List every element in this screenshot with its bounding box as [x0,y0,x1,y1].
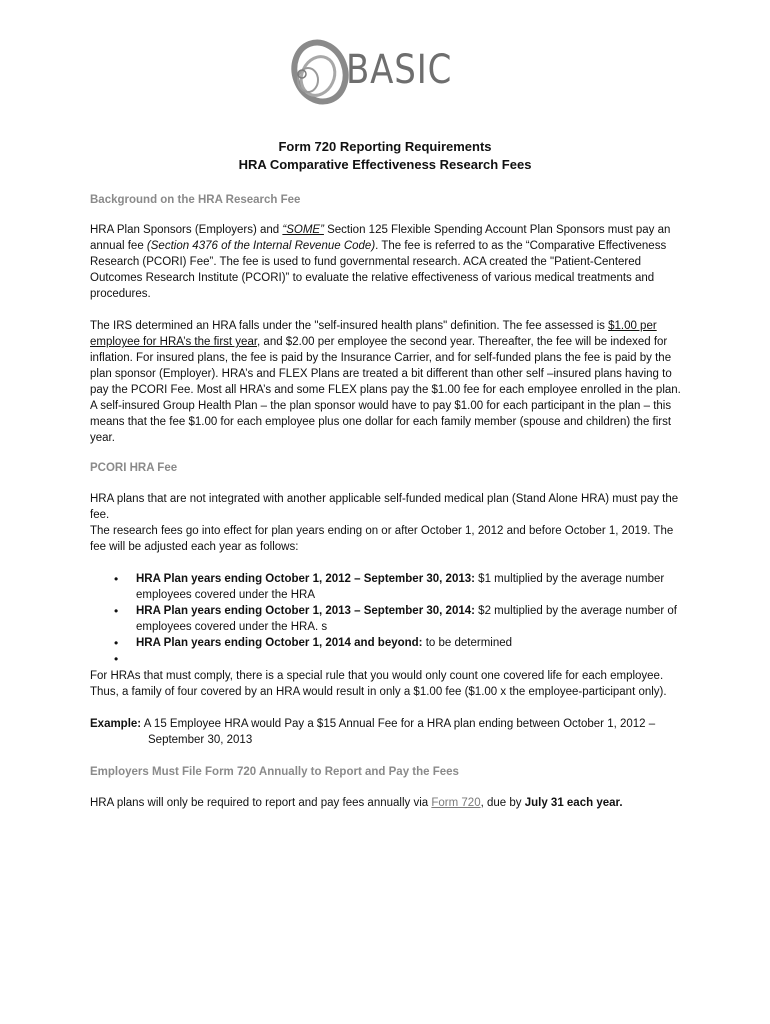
pcori-paragraph-3: For HRAs that must comply, there is a special rule that you would only count one covered life for each employee. Thus, a family of four covered by an HRA would result in only a $1.00 fee ($1.00 x the employee-participant only). [90,670,667,698]
pcori-heading: PCORI HRA Fee [90,462,178,474]
list-item [90,651,690,667]
background-heading: Background on the HRA Research Fee [90,194,301,206]
document-title: Form 720 Reporting Requirements [278,139,492,154]
basic-logo [288,34,453,114]
employers-heading: Employers Must File Form 720 Annually to Report and Pay the Fees [90,766,459,778]
pcori-paragraph-1: HRA plans that are not integrated with another applicable self-funded medical plan (Stand Alone HRA) must pay the fee. [90,493,679,521]
fee-schedule-list [90,571,690,667]
example-paragraph: Example: A 15 Employee HRA would Pay a $15 Annual Fee for a HRA plan ending between October 1, 2012 – September 30, 2013 [90,716,690,748]
background-paragraph-2: The IRS determined an HRA falls under the "self-insured health plans" definition. The fee assessed is $1.00 per employee for HRA’s the first year, and $2.00 per employee the second year. Thereafter, the fee will be indexed for inflation. For insured plans, the fee is paid by the Insurance Carrier, and for self-funded plans the fee is paid by the plan sponsor (Employer). HRA’s and FLEX Plans are treated a bit different than other self –insured plans having to pay the PCORI Fee. Most all HRA’s and some FLEX plans pay the $1.00 fee for each employee enrolled in the plan. A self-insured Group Health Plan – the plan sponsor would have to pay $1.00 for each participant in the plan – this means that the fee $1.00 for each employee plus one dollar for each family member (spouse and children) the first year. [90,320,681,444]
logo-text: BASIC [346,47,453,93]
background-paragraph-1: HRA Plan Sponsors (Employers) and “SOME” Section 125 Flexible Spending Account Plan Sponsors must pay an annual fee (Section 4376 of the Internal Revenue Code). The fee is referred to as the “Comparative Effectiveness Research (PCORI) Fee”. The fee is used to fund governmental research. ACA created the "Patient-Centered Outcomes Research Institute (PCORI)” to evaluate the relative effectiveness of various medical treatments and procedures. [90,224,671,300]
form-720-link[interactable]: Form 720 [431,797,481,809]
employers-paragraph: HRA plans will only be required to report and pay fees annually via Form 720, due by July 31 each year. [90,797,623,809]
example-label: Example: [90,718,142,730]
document-subtitle: HRA Comparative Effectiveness Research Fees [238,157,532,172]
list-item: • HRA Plan years ending October 1, 2012 – September 30, 2013: $1 multiplied by the average number employees covered under the HRA [90,571,690,603]
irc-citation: (Section 4376 of the Internal Revenue Code) [146,240,376,252]
due-date: July 31 each year. [524,797,623,809]
fee-amount-underlined: $1.00 per employee for HRA’s the first year [90,320,657,348]
pcori-paragraph-2: The research fees go into effect for plan years ending on or after October 1, 2012 and before October 1, 2019. The fee will be adjusted each year as follows: [90,525,674,553]
some-emphasis: “SOME” [282,224,324,236]
list-item: • HRA Plan years ending October 1, 2013 – September 30, 2014: $2 multiplied by the average number of employees covered under the HRA. s [90,603,690,635]
list-item: • HRA Plan years ending October 1, 2014 and beyond: to be determined [90,635,690,651]
example-continuation: September 30, 2013 [148,734,253,746]
